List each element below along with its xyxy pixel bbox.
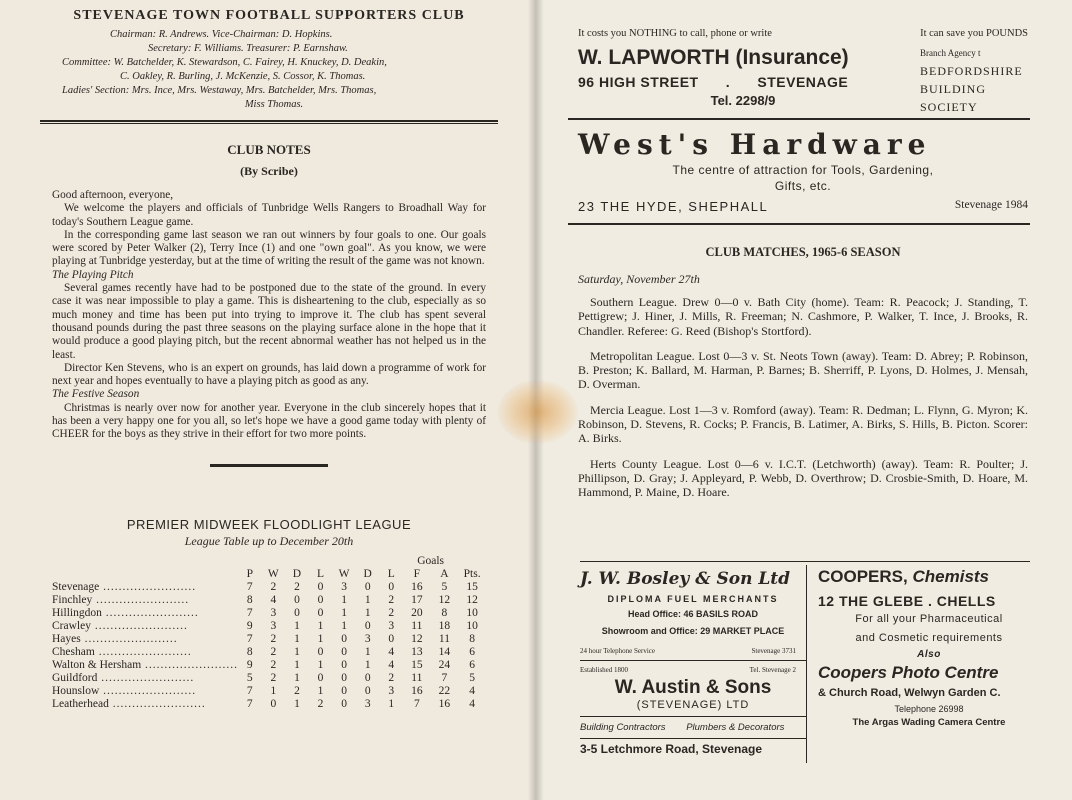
bosley-showroom: Showroom and Office: 29 MARKET PLACE [601, 626, 785, 636]
table-cell: 2 [270, 633, 277, 646]
table-cell: 3 [341, 581, 347, 594]
officials-line: C. Oakley, R. Burling, J. McKenzie, S. Cossor, K. Thomas. [120, 71, 366, 82]
table-cell: 7 [246, 633, 253, 646]
austin-address: 3-5 Letchmore Road, Stevenage [580, 742, 763, 756]
table-cell: 0 [317, 594, 324, 607]
club-matches-title: CLUB MATCHES, 1965-6 SEASON [705, 245, 901, 259]
table-row [52, 607, 486, 620]
short-divider [210, 464, 328, 467]
table-cell: 16 [411, 581, 423, 594]
divider [568, 118, 1030, 120]
supporters-club-title: STEVENAGE TOWN FOOTBALL SUPPORTERS CLUB [73, 8, 465, 23]
table-cell: 12 [438, 594, 451, 607]
table-cell: 1 [341, 594, 347, 607]
austin-trade: Plumbers & Decorators [686, 722, 785, 733]
match-report: Metropolitan League. Lost 0—3 v. St. Neots Town (away). Team: D. Abrey; P. Robinson, B. Preston; K. Ballard, M. Harman, P. Barnes; B. Sherriff, P. Lyons, D. Holmes, J. Mensah, D. Overman. [578, 348, 1028, 392]
coopers-ads [818, 565, 1040, 729]
team-name [52, 607, 238, 620]
officials-line: Secretary: F. Williams. Treasurer: P. Earnshaw. [148, 43, 348, 54]
table-cell: 1 [294, 659, 300, 672]
austin-telephone: Tel. Stevenage 2 [749, 666, 796, 674]
table-row [52, 672, 486, 685]
table-cell: 8 [246, 646, 253, 659]
table-cell: 2 [388, 672, 395, 685]
insurance-tagline-left: It costs you NOTHING to call, phone or write [578, 28, 772, 39]
table-cell: 1 [364, 659, 371, 672]
table-cell: 4 [388, 646, 395, 659]
team-name-text: Hillingdon [52, 607, 102, 620]
team-name-text: Walton & Hersham [52, 659, 142, 672]
column-header: P [246, 568, 253, 581]
table-cell: 1 [294, 698, 300, 711]
table-row [52, 620, 486, 633]
table-cell: 0 [341, 672, 347, 685]
bosley-trade: DIPLOMA FUEL MERCHANTS [607, 594, 779, 604]
agency-line: SOCIETY [920, 100, 978, 114]
austin-name: W. Austin & Sons [614, 677, 772, 698]
table-cell: 2 [270, 659, 277, 672]
officials-line: Miss Thomas. [244, 99, 304, 110]
team-name-text: Crawley [52, 620, 91, 633]
column-header: L [387, 568, 395, 581]
table-cell: 1 [294, 633, 300, 646]
table-cell: 7 [246, 698, 253, 711]
table-cell: 0 [341, 646, 347, 659]
table-row [52, 685, 486, 698]
table-cell: 0 [341, 633, 347, 646]
table-cell: 2 [388, 607, 395, 620]
table-cell: 0 [364, 620, 371, 633]
table-cell: 2 [270, 581, 277, 594]
table-cell: 1 [317, 633, 324, 646]
team-name-text: Finchley [52, 594, 93, 607]
bosley-name: J. W. Bosley & Son Ltd [580, 569, 791, 589]
table-cell: 1 [294, 620, 300, 633]
photo-centre-address: & Church Road, Welwyn Garden C. [818, 687, 1001, 699]
leader-dots: ........................ [92, 594, 190, 607]
table-cell: 9 [246, 620, 253, 633]
table-cell: 1 [294, 646, 300, 659]
table-cell: 24 [438, 659, 451, 672]
column-header: D [292, 568, 302, 581]
table-cell: 3 [270, 620, 277, 633]
wests-address [578, 199, 1028, 217]
table-cell: 1 [294, 672, 300, 685]
table-cell: 0 [317, 607, 324, 620]
building-society-agency [920, 44, 1023, 116]
table-cell: 15 [411, 659, 423, 672]
team-name-text: Guildford [52, 672, 98, 685]
table-cell: 0 [364, 672, 371, 685]
table-cell: 0 [341, 698, 347, 711]
bosley-head-office: Head Office: 46 BASILS ROAD [627, 609, 759, 619]
table-row [52, 698, 486, 711]
wests-telephone: Stevenage 1984 [954, 199, 1028, 211]
table-row [52, 594, 486, 607]
league-subtitle: League Table up to December 20th [184, 533, 354, 548]
table-cell: 1 [341, 607, 347, 620]
wests-tagline: Gifts, etc. [774, 179, 832, 193]
table-cell: 13 [411, 646, 423, 659]
table-row [52, 633, 486, 646]
table-cell: 10 [466, 620, 478, 633]
table-cell: 5 [246, 672, 253, 685]
coopers-brand: COOPERS, [818, 567, 908, 586]
table-cell: 5 [441, 581, 448, 594]
divider [580, 716, 806, 717]
coopers-line: and Cosmetic requirements [855, 632, 1003, 644]
wests-street: 23 THE HYDE, SHEPHALL [578, 199, 769, 214]
coopers-name [818, 567, 1040, 587]
table-cell: 0 [317, 646, 324, 659]
table-cell: 0 [388, 633, 395, 646]
table-cell: 15 [466, 581, 478, 594]
photo-centre-tagline: The Argas Wading Camera Centre [852, 717, 1006, 728]
table-cell: 1 [317, 659, 324, 672]
table-cell: 0 [388, 581, 395, 594]
match-report: Herts County League. Lost 0—6 v. I.C.T. (Letchworth) (away). Team: R. Poulter; J. Phillipson, D. Gray; J. Appleyard, P. Webb, D. Overthrow; D. Crosbie-Smith, D. Hoare, M. Hammond, P. Maine, D. Hoare. [578, 456, 1028, 500]
agency-label: Branch Agency t [920, 48, 981, 58]
table-cell: 4 [469, 698, 475, 711]
austin-trades [580, 721, 806, 734]
table-cell: 2 [270, 646, 277, 659]
table-cell: 2 [317, 698, 324, 711]
table-cell: 3 [364, 633, 371, 646]
table-cell: 22 [438, 685, 451, 698]
table-cell: 3 [388, 685, 395, 698]
table-cell: 0 [294, 607, 300, 620]
table-cell: 6 [469, 646, 475, 659]
divider [580, 660, 806, 661]
leader-dots: ........................ [101, 607, 199, 620]
team-name [52, 620, 238, 633]
bosley-austin-ads [580, 565, 807, 763]
table-cell: 10 [466, 607, 478, 620]
table-cell: 12 [466, 594, 478, 607]
table-cell: 11 [411, 672, 423, 685]
coopers-address: 12 THE GLEBE . CHELLS [818, 593, 996, 609]
match-report: Mercia League. Lost 1—3 v. Romford (away). Team: R. Dedman; L. Flynn, G. Myron; K. Robinson, D. Stevens, R. Cocks; P. Francis, B. Latimer, A. Birks, S. Hills, B. Picton. Scorer: A. Birks. [578, 402, 1028, 446]
officials-line: Chairman: R. Andrews. Vice-Chairman: D. Hopkins. [110, 29, 333, 40]
photo-centre-name: Coopers Photo Centre [818, 663, 999, 682]
austin-header [580, 665, 806, 675]
table-cell: 0 [341, 659, 347, 672]
table-cell: 14 [438, 646, 451, 659]
divider [580, 561, 1030, 562]
table-cell: 3 [270, 607, 277, 620]
notes-paragraph: We welcome the players and officials of Tunbridge Wells Rangers to Broadhall Way for today's Southern League game. [52, 202, 486, 228]
table-cell: 16 [411, 685, 423, 698]
table-cell: 1 [341, 620, 347, 633]
team-name [52, 646, 238, 659]
leader-dots: ........................ [94, 646, 192, 659]
table-cell: 4 [469, 685, 475, 698]
notes-subheading: The Festive Season [52, 388, 140, 401]
table-cell: 8 [246, 594, 253, 607]
table-cell: 0 [270, 698, 277, 711]
insurance-tagline [578, 28, 1028, 42]
table-cell: 8 [441, 607, 448, 620]
greeting: Good afternoon, everyone, [52, 189, 174, 201]
table-cell: 3 [364, 698, 371, 711]
table-cell: 1 [270, 685, 277, 698]
table-cell: 5 [469, 672, 475, 685]
league-title: PREMIER MIDWEEK FLOODLIGHT LEAGUE [126, 516, 412, 532]
table-cell: 12 [411, 633, 423, 646]
insurance-tagline-right: It can save you POUNDS [920, 28, 1028, 39]
table-cell: 0 [317, 672, 324, 685]
column-header: Pts. [463, 568, 481, 581]
leader-dots: ........................ [90, 620, 188, 633]
insurance-telephone: Tel. 2298/9 [710, 93, 776, 108]
notes-paragraph: Christmas is nearly over now for another year. Everyone in the club sincerely hopes that it has been a very happy one for you all, so let's hope we have a good game today with plenty of CHEER for the boys as they strive in their effort for two more points. [52, 401, 486, 441]
austin-established: Established 1800 [580, 666, 629, 674]
team-name-text: Stevenage [52, 581, 100, 594]
table-cell: 1 [388, 698, 395, 711]
austin-subtitle: (STEVENAGE) LTD [636, 699, 750, 711]
table-cell: 2 [294, 581, 300, 594]
officials-line: Ladies' Section: Mrs. Ince, Mrs. Westaway, Mrs. Batchelder, Mrs. Thomas, [62, 85, 377, 96]
table-cell: 6 [469, 659, 475, 672]
match-report: Southern League. Drew 0—0 v. Bath City (home). Team: R. Peacock; J. Standing, T. Pettigrew; J. Hiner, J. Mills, R. Freeman; N. Cashmore, P. Walker, T. Ince, J. Brooks, R. Chandler. Referee: G. Reed (Bishop's Stortford). [578, 295, 1028, 338]
league-table-header [52, 568, 486, 581]
table-cell: 1 [317, 620, 324, 633]
team-name-text: Leatherhead [52, 698, 109, 711]
bosley-telephone [580, 646, 806, 656]
column-header: A [440, 568, 449, 581]
table-cell: 7 [246, 685, 253, 698]
column-header: W [338, 568, 350, 581]
leader-dots: ........................ [99, 581, 197, 594]
leader-dots: ........................ [141, 659, 239, 672]
notes-subheading: The Playing Pitch [52, 268, 134, 281]
table-cell: 7 [413, 698, 420, 711]
column-header: W [267, 568, 279, 581]
club-officials [52, 28, 486, 112]
table-cell: 0 [364, 581, 371, 594]
insurance-street: 96 HIGH STREET [578, 74, 699, 90]
team-name [52, 594, 238, 607]
table-row [52, 646, 486, 659]
table-cell: 18 [438, 620, 451, 633]
table-cell: 1 [364, 646, 371, 659]
team-name [52, 659, 238, 672]
matches-date: Saturday, November 27th [578, 272, 700, 286]
divider [568, 223, 1030, 225]
bosley-telephone-service: 24 hour Telephone Service [580, 647, 655, 655]
agency-line: BEDFORDSHIRE [920, 64, 1023, 78]
divider [40, 120, 498, 124]
club-notes-title: CLUB NOTES [227, 142, 311, 157]
team-name-text: Hounslow [52, 685, 100, 698]
team-name [52, 581, 238, 594]
team-name-text: Chesham [52, 646, 95, 659]
column-header: D [363, 568, 372, 581]
team-column-header [52, 568, 238, 581]
table-cell: 20 [411, 607, 423, 620]
leader-dots: ........................ [108, 698, 206, 711]
table-cell: 1 [364, 607, 371, 620]
paper-stain [498, 380, 578, 444]
officials-line: Committee: W. Batchelder, K. Stewardson, C. Fairey, H. Knuckey, D. Deakin, [62, 57, 387, 68]
wests-hardware-name: West's Hardware [578, 128, 932, 161]
table-cell: 17 [411, 594, 423, 607]
coopers-line: For all your Pharmaceutical [855, 613, 1003, 625]
notes-paragraph: Director Ken Stevens, who is an expert on grounds, has laid down a programme of work for next year and hopes eventually to have a playing pitch as good as any. [52, 361, 486, 388]
table-cell: 1 [364, 594, 371, 607]
table-cell: 8 [469, 633, 475, 646]
coopers-also: Also [917, 649, 941, 660]
coopers-trade: Chemists [912, 567, 990, 586]
leader-dots: ........................ [80, 633, 178, 646]
table-cell: 11 [411, 620, 423, 633]
agency-line: BUILDING [920, 82, 986, 96]
table-cell: 4 [388, 659, 395, 672]
column-header: F [413, 568, 421, 581]
divider [580, 738, 806, 739]
league-table [52, 555, 486, 711]
team-name-text: Hayes [52, 633, 81, 646]
table-cell: 4 [270, 594, 277, 607]
team-name [52, 633, 238, 646]
column-header: L [317, 568, 325, 581]
table-cell: 2 [270, 672, 277, 685]
table-cell: 7 [246, 581, 253, 594]
table-cell: 0 [294, 594, 300, 607]
table-cell: 16 [438, 698, 451, 711]
club-notes-byline: (By Scribe) [240, 164, 298, 178]
table-cell: 0 [364, 685, 371, 698]
wests-tagline: The centre of attraction for Tools, Gardening, [672, 163, 934, 177]
insurance-name: W. LAPWORTH (Insurance) [578, 46, 849, 69]
table-cell: 0 [341, 685, 347, 698]
table-cell: 7 [246, 607, 253, 620]
table-cell: 0 [317, 581, 324, 594]
club-notes-body [52, 189, 486, 442]
team-name [52, 685, 238, 698]
table-cell: 11 [438, 633, 450, 646]
insurance-town: STEVENAGE [757, 74, 849, 90]
notes-paragraph: In the corresponding game last season we ran out winners by four goals to one. Our goals were scored by Peter Walker (2), Terry Ince (1) and one "own goal". As you know, we were playing at Tunbridge yesterday, but at the time of writing the result of the game was not known. [52, 228, 486, 268]
table-row [52, 659, 486, 672]
austin-trade: Building Contractors [580, 722, 666, 733]
table-row [52, 581, 486, 594]
notes-paragraph: Several games recently have had to be postponed due to the state of the ground. In every case it was near impossible to play a game. This is disheartening to the club, especially as so much money and time has been put into trying to improve it. The club has spent several thousand pounds during the past three seasons on the playing surface alone in the hope that it would produce a good playing pitch, but the recent abnormal weather has not helped us in the least. [52, 282, 486, 361]
goals-header: Goals [417, 555, 445, 568]
photo-centre-telephone: Telephone 26998 [894, 704, 964, 714]
table-cell: 1 [317, 685, 324, 698]
team-name [52, 698, 238, 711]
table-cell: 3 [388, 620, 395, 633]
table-cell: 2 [388, 594, 395, 607]
team-name [52, 672, 238, 685]
address-separator: . [725, 74, 731, 90]
table-cell: 7 [441, 672, 448, 685]
leader-dots: ........................ [99, 685, 197, 698]
table-cell: 2 [294, 685, 300, 698]
table-cell: 9 [246, 659, 253, 672]
advertisement-block [580, 565, 1030, 765]
bosley-telephone-number: Stevenage 3731 [751, 647, 796, 655]
leader-dots: ........................ [97, 672, 195, 685]
